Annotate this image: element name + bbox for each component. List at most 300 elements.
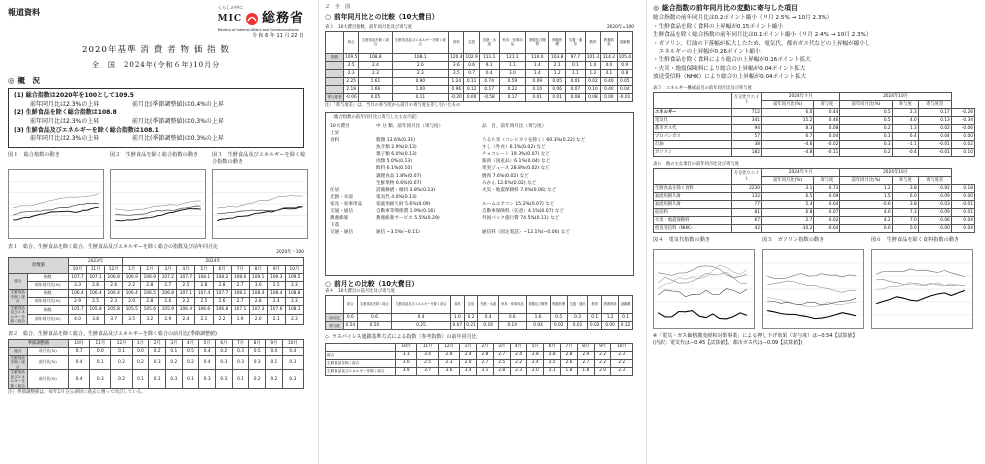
month-header: 9月 bbox=[267, 265, 285, 273]
item-detail bbox=[482, 194, 629, 201]
item-category: 教養娯楽 bbox=[330, 216, 349, 222]
org-name: 総務省 bbox=[261, 11, 304, 27]
figures-row-3 bbox=[653, 237, 979, 329]
table-cell: 0.4 bbox=[199, 347, 216, 355]
table-cell: 0.44 bbox=[814, 108, 840, 116]
table-cell: 132 bbox=[732, 193, 762, 201]
contrib-line: エネルギーの上昇幅が0.26ポイント縮小 bbox=[653, 49, 761, 56]
table-cell: 0.2 bbox=[111, 355, 132, 369]
row-label bbox=[326, 78, 344, 86]
table-cell: 106.9 bbox=[123, 273, 141, 281]
column-header: 生鮮食品を除く総合 bbox=[359, 32, 392, 54]
item-subcategory: 肉類 5.0%(0.13) bbox=[376, 159, 413, 165]
table-cell: 0.01 bbox=[951, 209, 974, 217]
table-cell: 107.1 bbox=[177, 289, 195, 297]
column-header: 諸雑費 bbox=[617, 32, 632, 54]
item-category: 住居 bbox=[330, 187, 340, 193]
table-cell: 1.3 bbox=[892, 124, 918, 132]
table-2 bbox=[8, 339, 304, 389]
footnote-2: (内訳：電気代は−0.45【試算値】、都市ガス代は−0.09【試算値】) bbox=[653, 339, 803, 346]
table-cell: 105.7 bbox=[69, 305, 87, 314]
item-detail: 火災・地震保険料 7.0%(0.06) など bbox=[482, 187, 557, 193]
table-cell: 1.0 bbox=[450, 314, 464, 322]
table-cell: 2.7 bbox=[577, 359, 594, 367]
table-cell: 9.1 bbox=[479, 62, 499, 70]
row-item-label: 前月比(%) bbox=[27, 370, 68, 389]
corner-cell bbox=[326, 32, 344, 54]
item-detail: 自動車保険料（任意）4.1%(0.07) など bbox=[482, 209, 565, 215]
sec2-heading: ○ 前月との比較（10大費目） bbox=[325, 280, 419, 289]
list-item bbox=[330, 158, 629, 165]
table-cell: 106.5 bbox=[141, 289, 159, 297]
row-item-label: 前年同月比(%) bbox=[27, 281, 68, 289]
table-cell: 0.2 bbox=[182, 355, 199, 369]
table-cell: 2.3 bbox=[359, 70, 392, 78]
figure-4-chart bbox=[653, 249, 755, 329]
row-label: 都市ガス代 bbox=[654, 124, 732, 132]
table-cell: 1.5 bbox=[840, 193, 892, 201]
year-header: 2023年 bbox=[69, 257, 123, 265]
table-cell: 109.5 bbox=[285, 273, 303, 281]
table-cell: 0.1 bbox=[840, 132, 892, 140]
table-cell: 4.2 bbox=[840, 217, 892, 225]
items-up-list bbox=[330, 137, 629, 222]
month-header: 5月 bbox=[195, 265, 213, 273]
row-label: 宿泊料 bbox=[654, 209, 732, 217]
table-cell: 4.0 bbox=[601, 62, 618, 70]
list-item bbox=[330, 215, 629, 222]
table-cell: 1.00 bbox=[392, 86, 449, 94]
table-cell: 67 bbox=[732, 217, 762, 225]
item-detail: 通信料（固定電話）−12.1%(−0.06) など bbox=[482, 230, 571, 236]
page-1 bbox=[0, 0, 312, 464]
corner-cell bbox=[654, 92, 732, 108]
table-row bbox=[326, 54, 633, 62]
items-col2: 中 分 類、前年同月比（寄与度） bbox=[376, 123, 444, 129]
table-cell: 0.2 bbox=[266, 370, 283, 389]
table-cell: 0.6 bbox=[498, 314, 526, 322]
table-cell: 110.0 bbox=[526, 54, 549, 62]
item-category: 食料 bbox=[330, 138, 340, 144]
row-group-label: 生鮮食品及びエネルギーを除く総合 bbox=[9, 305, 28, 324]
row-label: エネルギー bbox=[654, 108, 732, 116]
table-cell: 2.5 bbox=[344, 62, 359, 70]
table3-footnote: 注）「寄与度差」は、当月の寄与度から前月の寄与度を差し引いたもの bbox=[325, 103, 461, 109]
table-cell: 2.2 bbox=[123, 281, 141, 289]
figure-caption: 図３ 生鮮食品及びエネルギーを除く総合指数の動き bbox=[212, 152, 306, 165]
row-label: 前月比 bbox=[326, 314, 344, 322]
weight-header: 万分比ウエイト bbox=[732, 92, 762, 108]
table-cell: 2.8 bbox=[141, 297, 159, 305]
table-cell: 1.8 bbox=[577, 367, 594, 375]
table-cell: 2.4 bbox=[510, 351, 527, 359]
table-cell: 2.2 bbox=[594, 351, 611, 359]
overview-num: (2) bbox=[14, 109, 24, 117]
sub-header: 寄与度 bbox=[814, 177, 840, 185]
table-cell: 0.1 bbox=[266, 355, 283, 369]
table-cell: 0.02 bbox=[550, 322, 567, 330]
footnote-1: ※「電気・ガス価格激変緩和対策事業」による押し下げ効果（寄与度）は−0.54【試算値】 bbox=[653, 333, 858, 340]
table-header-row bbox=[326, 343, 633, 351]
table-cell: 0.07 bbox=[565, 86, 585, 94]
table-row bbox=[326, 322, 633, 330]
table-cell: 0.4 bbox=[478, 314, 499, 322]
table-cell: 0.02 bbox=[951, 140, 974, 148]
table-cell: 0.6 bbox=[344, 314, 358, 322]
org-tagline: くらしの中に bbox=[217, 6, 244, 11]
table-cell: 1.4 bbox=[526, 70, 549, 78]
table-cell: 0.13 bbox=[918, 116, 951, 124]
table-cell: 1.1 bbox=[565, 70, 585, 78]
column-header: 住居 bbox=[464, 296, 478, 314]
table-cell: 0.2 bbox=[111, 370, 132, 389]
sec1-heading: ○ 前年同月比との比較（10大費目） bbox=[325, 13, 439, 22]
item-category: 家具・家事用品 bbox=[330, 202, 363, 208]
row-group-label: 生鮮食品及びエネルギーを除く総合 bbox=[9, 370, 28, 389]
table-cell: 2.1 bbox=[195, 315, 213, 324]
items-down-list bbox=[330, 229, 629, 236]
table-cell: 1.6 bbox=[526, 314, 550, 322]
row-item-label: 前年同月比(%) bbox=[27, 315, 68, 324]
row-label: 電気代 bbox=[654, 116, 732, 124]
figure-caption: 図２ 生鮮食品を除く総合指数の動き bbox=[110, 152, 199, 159]
item-detail: すし（外食）6.1%(0.02) など bbox=[482, 145, 546, 151]
overview-mom-value: は0.3%の上昇 bbox=[184, 135, 224, 143]
figure-1-chart bbox=[8, 169, 104, 239]
table-cell: 0.08 bbox=[814, 124, 840, 132]
table-cell: 1.66 bbox=[359, 86, 392, 94]
table-cell: 2.7 bbox=[231, 281, 249, 289]
table-cell: 102.9 bbox=[465, 54, 478, 60]
table-cell: 108.1 bbox=[392, 54, 449, 62]
column-header: 交通・通信 bbox=[567, 296, 588, 314]
column-header: 食料 bbox=[450, 296, 464, 314]
table-cell: 3.1 bbox=[396, 351, 417, 359]
item-subcategory: 教養娯楽サービス 5.5%(0.29) bbox=[376, 216, 440, 222]
table-cell: 0.00 bbox=[601, 94, 618, 102]
series-line bbox=[658, 273, 747, 284]
doc-label: 報道資料 bbox=[8, 8, 40, 17]
table-3 bbox=[325, 31, 633, 102]
row-label: 寄与度差 bbox=[326, 94, 344, 102]
sub-header: 前年同月比(%) bbox=[840, 100, 892, 108]
table-cell: 2.3 bbox=[510, 367, 527, 375]
item-subcategory: 魚介類 2.9%(0.13) bbox=[376, 145, 417, 151]
table-cell: 2.1 bbox=[544, 367, 561, 375]
table-cell: 3.8 bbox=[892, 201, 918, 209]
table-cell: 106.8 bbox=[159, 289, 177, 297]
table-cell: 3.7 bbox=[105, 315, 123, 324]
table-cell: -0.02 bbox=[814, 140, 840, 148]
table-row bbox=[654, 185, 975, 193]
table-cell: 1.2 bbox=[602, 314, 619, 322]
table-cell: 6.0 bbox=[892, 193, 918, 201]
table-cell: 107.7 bbox=[213, 289, 231, 297]
row-label: ガソリン bbox=[654, 148, 732, 156]
table-cell: 2.7 bbox=[762, 217, 814, 225]
month-header: 10月 bbox=[69, 339, 90, 347]
table-cell: 3.8 bbox=[892, 185, 918, 193]
row-item-label: 指数 bbox=[27, 273, 68, 281]
table-cell: 0.03 bbox=[918, 201, 951, 209]
page-3 bbox=[646, 0, 985, 464]
table-cell: 0.12 bbox=[464, 86, 479, 94]
table-cell: 2.8 bbox=[87, 281, 105, 289]
month-header: 11月 bbox=[90, 339, 111, 347]
table-cell: 105.8 bbox=[105, 305, 123, 314]
table1-caption: 表１ 総合、生鮮食品を除く総合、生鮮食品及びエネルギーを除く総合の指数及び前年同月比 bbox=[8, 244, 219, 251]
table-cell: 0.09 bbox=[814, 193, 840, 201]
overview-mom-value: は0.4%の上昇 bbox=[184, 100, 224, 108]
sub-header: 寄与度差 bbox=[918, 177, 951, 185]
table-cell: -0.4 bbox=[892, 148, 918, 156]
month-header: 2月 bbox=[476, 343, 493, 351]
column-header: 生鮮食品を除く総合 bbox=[357, 296, 392, 314]
table-cell: 3.1 bbox=[476, 367, 493, 375]
table-cell: 3.2 bbox=[141, 315, 159, 324]
year-header: 2024年 bbox=[123, 257, 304, 265]
table-cell: 2.0 bbox=[594, 367, 611, 375]
table-cell: 0.09 bbox=[918, 193, 951, 201]
series-line bbox=[217, 196, 302, 209]
figure-6 bbox=[871, 237, 973, 329]
overview-line bbox=[14, 118, 298, 127]
month-header: 11月 bbox=[417, 343, 438, 351]
row-item-label: 指数 bbox=[27, 305, 68, 314]
table-row bbox=[9, 305, 304, 314]
mic-emblem-icon bbox=[245, 12, 259, 26]
table-cell: 0.50 bbox=[357, 322, 392, 330]
table-cell: 1.8 bbox=[561, 367, 578, 375]
table-cell: 1.9 bbox=[231, 315, 249, 324]
table-row bbox=[654, 201, 975, 209]
table-cell: 0.46 bbox=[814, 116, 840, 124]
table-cell: -4.6 bbox=[762, 140, 814, 148]
list-item bbox=[330, 151, 629, 158]
table-cell: 2.8 bbox=[213, 281, 231, 289]
row-group-label: 総合 bbox=[9, 273, 28, 289]
period-header: 2024年10月 bbox=[840, 92, 951, 100]
item-detail: 果実ジュース 28.8%(0.02) など bbox=[482, 166, 550, 172]
column-header: 被服及び履物 bbox=[526, 296, 550, 314]
table-cell: 2.5 bbox=[195, 297, 213, 305]
table-cell: 0.8 bbox=[617, 70, 632, 78]
table-cell: 2230 bbox=[732, 185, 762, 193]
sub-header: 前年同月比(%) bbox=[840, 177, 892, 185]
diamond-bullet-icon: ◇ bbox=[325, 334, 329, 341]
list-item bbox=[330, 180, 629, 187]
figures-row bbox=[8, 152, 304, 239]
table-cell: 106.8 bbox=[105, 273, 123, 281]
overview-main: 生鮮食品及びエネルギーを除く総合指数は108.1 bbox=[25, 126, 159, 134]
corner-cell bbox=[326, 343, 396, 351]
table-1 bbox=[8, 257, 304, 325]
sub-header: 前年同月比(%) bbox=[762, 177, 814, 185]
table-cell: 8.3 bbox=[762, 124, 814, 132]
table-cell: 2.0 bbox=[527, 367, 544, 375]
table-cell: 0.4 bbox=[392, 314, 451, 322]
table-cell: 2.1 bbox=[267, 315, 285, 324]
table-cell: 2.0 bbox=[249, 315, 267, 324]
table-cell: 103.8 bbox=[549, 54, 566, 62]
table-row bbox=[654, 132, 975, 140]
period-header: 2024年９月 bbox=[762, 169, 840, 177]
table-cell: 2.5 bbox=[177, 281, 195, 289]
table-cell: 106.4 bbox=[105, 289, 123, 297]
table-cell: 182 bbox=[732, 148, 762, 156]
table-cell: 3.0 bbox=[396, 359, 417, 367]
table-cell: 2.6 bbox=[392, 62, 449, 70]
table-cell: 1.61 bbox=[359, 78, 392, 86]
table-row bbox=[326, 367, 633, 375]
table-cell: 2.9 bbox=[438, 351, 459, 359]
table-cell: 0.05 bbox=[617, 78, 632, 86]
page-2 bbox=[318, 0, 640, 464]
item-subcategory: 調理食品 1.8%(0.07) bbox=[376, 173, 422, 179]
overview-mom bbox=[132, 118, 224, 127]
contrib-line: 放送受信料（NHK）により総合の上昇幅が0.04ポイント拡大 bbox=[653, 74, 807, 81]
overview-box bbox=[8, 88, 304, 148]
table-row bbox=[654, 225, 975, 233]
series-line bbox=[876, 280, 965, 286]
table-cell: 0.5 bbox=[840, 108, 892, 116]
item-detail: ルームエアコン 15.2%(0.07) など bbox=[482, 202, 555, 208]
table-row bbox=[326, 62, 633, 70]
month-header: 2月 bbox=[141, 265, 159, 273]
table-cell: 0.3 bbox=[840, 140, 892, 148]
table-cell: 2.6 bbox=[213, 297, 231, 305]
table-cell: 3.3 bbox=[69, 281, 87, 289]
sub-header: 寄与度 bbox=[892, 177, 918, 185]
month-header: 6月 bbox=[544, 343, 561, 351]
table-cell: 2.6 bbox=[561, 359, 578, 367]
table-cell: 0.73 bbox=[814, 185, 840, 193]
table-cell: 2.9 bbox=[159, 315, 177, 324]
table-cell: 3.4 bbox=[460, 367, 477, 375]
table-cell: 0.5 bbox=[840, 116, 892, 124]
table-cell: 2.9 bbox=[577, 351, 594, 359]
column-header: 光熱・水道 bbox=[478, 296, 499, 314]
table-cell: 0.08 bbox=[565, 94, 585, 102]
item-subcategory: 飲料 6.1%(0.10) bbox=[376, 166, 413, 172]
overview-mom-value: は0.3%の上昇 bbox=[184, 118, 224, 126]
table-cell: 0.4 bbox=[69, 370, 90, 389]
table-cell: 0.07 bbox=[814, 209, 840, 217]
table-cell: 0.92 bbox=[918, 185, 951, 193]
table-cell: 1.0 bbox=[585, 62, 600, 70]
table-cell: 0.10 bbox=[526, 86, 549, 94]
column-header: 生鮮食品及びエネルギーを除く総合 bbox=[392, 32, 449, 54]
table-cell: -0.06 bbox=[344, 94, 359, 102]
overview-num: (3) bbox=[14, 126, 24, 134]
table-cell: 57 bbox=[732, 132, 762, 140]
table-cell: 0.10 bbox=[585, 86, 600, 94]
table-cell: 1.24 bbox=[449, 78, 464, 86]
table-cell: 0.08 bbox=[585, 94, 600, 102]
column-header: 総合 bbox=[344, 32, 359, 54]
month-header: 7月 bbox=[561, 343, 578, 351]
energy-table bbox=[653, 92, 975, 157]
table-cell: 2.7 bbox=[159, 281, 177, 289]
table-cell: 108.1 bbox=[285, 305, 303, 314]
column-header: 教育 bbox=[585, 32, 600, 54]
table-cell: 2.7 bbox=[493, 351, 510, 359]
column-header: 家具・家事用品 bbox=[498, 296, 526, 314]
table-cell: 2.8 bbox=[141, 281, 159, 289]
table-cell: 0.90 bbox=[392, 78, 449, 86]
table-cell: 0.16 bbox=[478, 322, 499, 330]
table-row bbox=[326, 94, 633, 102]
table-cell: 2.3 bbox=[285, 281, 303, 289]
table-row bbox=[9, 297, 304, 305]
item-category: 光熱・水道 bbox=[330, 194, 353, 200]
month-header: 1月 bbox=[460, 343, 477, 351]
table7-caption: 表６ 他の主な項目の前年同月比及び寄与度 bbox=[653, 161, 739, 167]
page1-header bbox=[8, 6, 304, 32]
list-item bbox=[330, 229, 629, 236]
table-cell: 2.8 bbox=[195, 281, 213, 289]
table-cell: 0.25 bbox=[392, 322, 451, 330]
table-cell: 0.12 bbox=[619, 322, 633, 330]
items-heading: 〔総合指数の前年同月比に寄与した主な内訳〕 bbox=[330, 115, 421, 121]
table-cell: 0.0 bbox=[90, 347, 111, 355]
table-cell: 0.3 bbox=[216, 355, 233, 369]
table-row bbox=[326, 351, 633, 359]
table-cell: 0.3 bbox=[249, 355, 266, 369]
series-line bbox=[658, 311, 747, 319]
table-cell: 2.5 bbox=[544, 359, 561, 367]
table-cell: 0.1 bbox=[166, 347, 183, 355]
table-cell: 3.7 bbox=[417, 367, 438, 375]
table-cell: 77 bbox=[732, 201, 762, 209]
table-cell: 0.04 bbox=[951, 225, 974, 233]
table-cell: 106.4 bbox=[69, 289, 87, 297]
series-line bbox=[767, 311, 856, 319]
table-cell: 6.5 bbox=[762, 193, 814, 201]
corner-cell bbox=[326, 296, 344, 314]
table-cell: -0.58 bbox=[479, 94, 499, 102]
table-cell: 0.00 bbox=[951, 193, 974, 201]
item-subcategory: 生鮮果物 6.6%(0.07) bbox=[376, 180, 422, 186]
column-header: 保健医療 bbox=[550, 296, 567, 314]
overview-main: 生鮮食品を除く総合指数は108.8 bbox=[25, 109, 117, 117]
series-line bbox=[217, 207, 302, 221]
month-header: 12月 bbox=[111, 339, 132, 347]
table-cell: 0.3 bbox=[282, 355, 303, 369]
table-cell: 4.1 bbox=[601, 70, 618, 78]
table-cell: 7.0 bbox=[892, 217, 918, 225]
table-cell: 0.0 bbox=[266, 347, 283, 355]
table-cell: 2.2 bbox=[510, 359, 527, 367]
list-item bbox=[330, 137, 629, 144]
table-row bbox=[326, 359, 633, 367]
table-cell: 1.2 bbox=[840, 185, 892, 193]
sub-header: 寄与度 bbox=[892, 100, 918, 108]
table-row bbox=[654, 108, 975, 116]
table-cell: 109.3 bbox=[267, 273, 285, 281]
table-cell: 0.22 bbox=[499, 86, 526, 94]
table-cell: 121.1 bbox=[499, 54, 526, 62]
row-label: 放送受信料（NHK） bbox=[654, 225, 732, 233]
list-item bbox=[330, 194, 629, 201]
month-header: 10月 bbox=[69, 265, 87, 273]
table-cell: 0.3 bbox=[567, 314, 588, 322]
column-header: 保健医療 bbox=[549, 32, 566, 54]
column-header: 家具・家事用品 bbox=[499, 32, 526, 54]
row-group-label: 生鮮食品を除く総合 bbox=[9, 355, 28, 369]
table-cell: 0.7 bbox=[69, 347, 90, 355]
table-cell: 2.4 bbox=[460, 351, 477, 359]
